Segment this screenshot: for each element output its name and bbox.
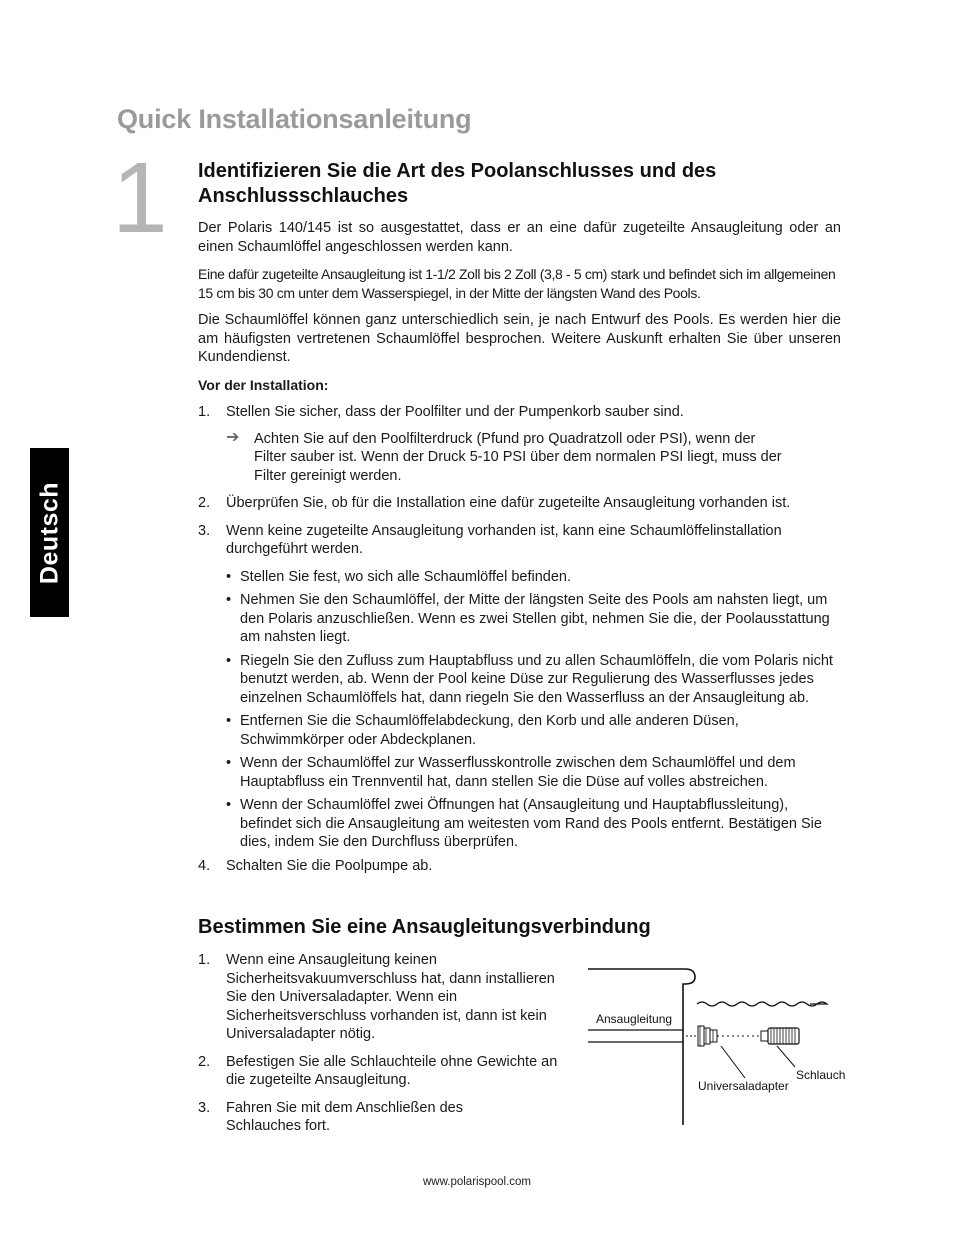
- bullet-item: [226, 568, 841, 587]
- list-number: 4.: [198, 857, 211, 874]
- bullet-icon: •: [226, 713, 232, 729]
- list-number: 2.: [198, 495, 211, 511]
- list-number: 1.: [198, 404, 211, 420]
- list-text: Wenn eine Ansaugleitung keinen Sicherheitsvakuumverschluss hat, dann installieren Sie den Universaladapter. Wenn ein Sicherheitsverschluss vorhanden ist, dann ist kein Universaladapter nötig.: [226, 952, 555, 1042]
- bullet-icon: •: [226, 755, 232, 771]
- list-number: 3.: [198, 522, 211, 539]
- bullet-icon: •: [226, 797, 232, 813]
- hose: [761, 1028, 799, 1044]
- language-tab-label: Deutsch: [35, 481, 63, 584]
- list-item: [198, 403, 841, 422]
- bullet-text: Entfernen Sie die Schaumlöffelabdeckung, den Korb und alle anderen Düsen, Schwimmkörper oder Abdeckplanen.: [240, 713, 739, 748]
- list-number: 2.: [198, 1053, 211, 1070]
- bullet-item: [226, 796, 841, 852]
- bullet-text: Nehmen Sie den Schaumlöffel, der Mitte der längsten Seite des Pools am nahsten liegt, um den Polaris anzuschließen. Wenn es zwei Stellen gibt, nehmen Sie die, der Poolausstattung am nahsten liegt.: [240, 592, 830, 645]
- hose-leader-line: [777, 1046, 795, 1067]
- label-universal-adapter: Universaladapter: [698, 1079, 789, 1093]
- list-text: Schalten Sie die Poolpumpe ab.: [226, 857, 433, 874]
- water-surface: [697, 1002, 827, 1006]
- bullet-icon: •: [226, 592, 232, 608]
- bullet-text: Stellen Sie fest, wo sich alle Schaumlöffel befinden.: [240, 568, 572, 585]
- bullet-item: [226, 712, 800, 749]
- page-title: Quick Installationsanleitung: [117, 104, 472, 134]
- universal-adapter: [698, 1026, 717, 1046]
- pool-wall: [588, 969, 695, 1125]
- list-item: [198, 522, 841, 559]
- before-install-heading: Vor der Installation:: [198, 376, 329, 393]
- list-text: Überprüfen Sie, ob für die Installation eine dafür zugeteilte Ansaugleitung vorhanden ist.: [226, 495, 791, 511]
- section-heading: Identifizieren Sie die Art des Poolanschlusses und des Anschlussschlauches: [198, 160, 717, 207]
- list-number: 3.: [198, 1099, 211, 1116]
- bullet-item: [226, 591, 830, 647]
- adapter-leader-line: [721, 1046, 745, 1078]
- bullet-icon: •: [226, 652, 232, 669]
- paragraph: Eine dafür zugeteilte Ansaugleitung ist 1-1/2 Zoll bis 2 Zoll (3,8 - 5 cm) stark und befindet sich im allgemeinen 15 cm bis 30 cm unter dem Wasserspiegel, in der Mitte der längsten Wand des Pools.: [198, 266, 836, 301]
- label-suction-line: Ansaugleitung: [596, 1012, 673, 1026]
- bullet-item: [226, 754, 841, 791]
- footer-url: www.polarispool.com: [422, 1176, 531, 1188]
- paragraph: Der Polaris 140/145 ist so ausgestattet, dass er an eine dafür zugeteilte Ansaugleitung oder an einen Schaumlöffel angeschlossen werden kann.: [198, 220, 841, 255]
- label-hose: Schlauch: [796, 1068, 846, 1082]
- paragraph: Die Schaumlöffel können ganz unterschiedlich sein, je nach Entwurf des Pools. Es werden hier die am häufigsten vertretenen Schaumlöffel besprochen. Weitere Auskunft erhalten Sie über unseren Kundendienst.: [198, 312, 841, 365]
- list-text: Stellen Sie sicher, dass der Poolfilter und der Pumpenkorb sauber sind.: [226, 404, 684, 420]
- list-number: 1.: [198, 952, 211, 968]
- suction-connection-diagram: [585, 962, 855, 1132]
- list-text: Fahren Sie mit dem Anschließen des Schlauches fort.: [226, 1099, 463, 1134]
- list-item: [198, 1053, 560, 1090]
- list-text: Wenn keine zugeteilte Ansaugleitung vorhanden ist, kann eine Schaumlöffelinstallation durchgeführt werden.: [226, 522, 782, 557]
- list-text: Befestigen Sie alle Schlauchteile ohne Gewichte an die zugeteilte Ansaugleitung.: [226, 1053, 558, 1088]
- bullet-icon: •: [226, 568, 232, 585]
- language-side-tab: [30, 448, 69, 617]
- bullet-text: Wenn der Schaumlöffel zwei Öffnungen hat (Ansaugleitung und Hauptabflussleitung), befindet sich die Ansaugleitung am weitesten vom Rand des Pools entfernt. Bestätigen Sie dies, indem Sie den Durchfluss überprüfen.: [240, 797, 822, 850]
- step-number: 1: [112, 142, 168, 254]
- list-item: [198, 857, 841, 876]
- note-item: [226, 430, 784, 486]
- list-item: [198, 1099, 488, 1136]
- list-item: [198, 494, 841, 513]
- section2-heading: Bestimmen Sie eine Ansaugleitungsverbindung: [198, 916, 651, 938]
- bullet-item: [226, 652, 841, 708]
- main-content: [198, 219, 841, 875]
- bullet-text: Riegeln Sie den Zufluss zum Hauptabfluss und zu allen Schaumlöffeln, die vom Polaris nicht benutzt werden, ab. Wenn der Pool keine Düse zur Regulierung des Wasserflusses jedes einzelnen Schaumlöffels hat, dann riegeln Sie den Wasserfluss an der Ansaugleitung ab.: [240, 652, 833, 706]
- section2-list: [198, 951, 560, 1136]
- note-text: Achten Sie auf den Poolfilterdruck (Pfund pro Quadratzoll oder PSI), wenn der Filter sauber ist. Wenn der Druck 5-10 PSI über dem normalen PSI liegt, muss der Filter gereinigt werden.: [254, 430, 782, 484]
- bullet-text: Wenn der Schaumlöffel zur Wasserflusskontrolle zwischen dem Schaumlöffel und dem Hauptabfluss ein Trennventil hat, dann stellen Sie die Düse auf volles abstreichen.: [240, 755, 796, 790]
- list-item: [198, 951, 560, 1044]
- arrow-right-icon: ➔: [226, 428, 240, 446]
